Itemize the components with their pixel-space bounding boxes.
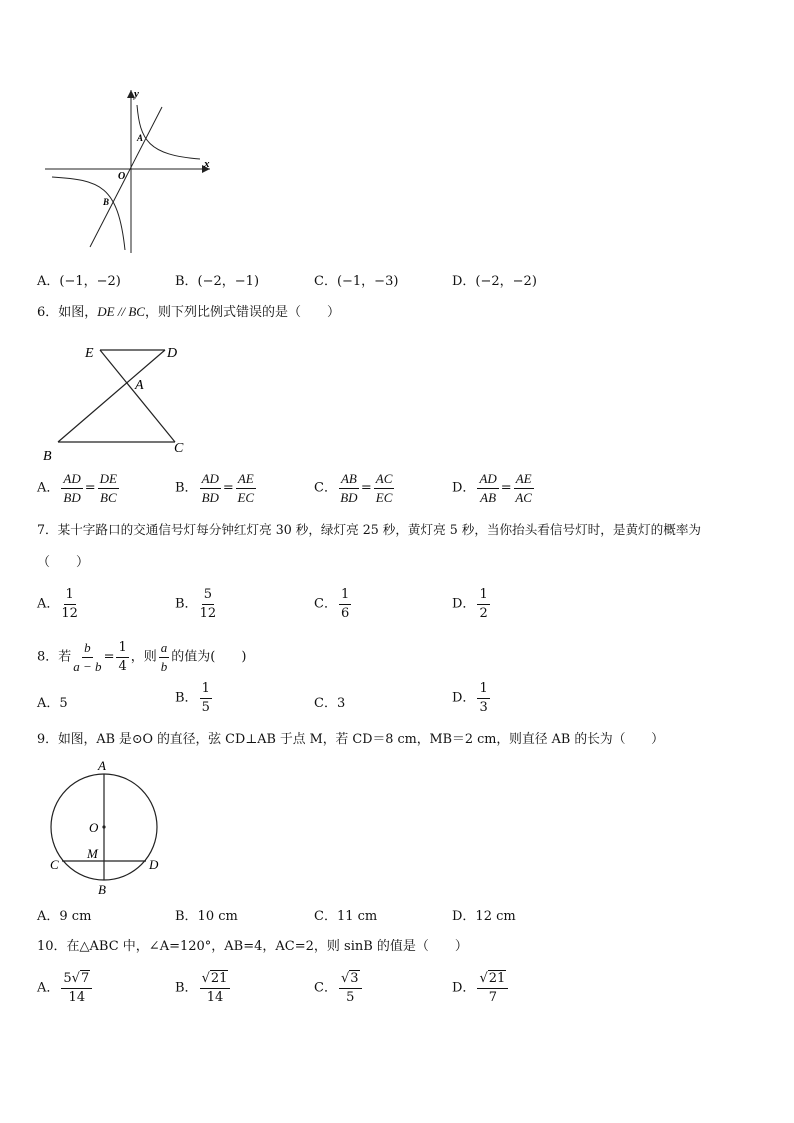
- q5-option-d[interactable]: D．(−2，−2): [452, 274, 537, 289]
- q8-option-a[interactable]: A．5: [37, 696, 68, 711]
- point-a-label: A: [98, 758, 106, 773]
- point-b-label: B: [98, 882, 106, 897]
- q9-stem: 9．如图，AB 是⊙O 的直径，弦 CD⊥AB 于点 M，若 CD＝8 cm，MB＝2 cm，则直径 AB 的长为（ ）: [37, 732, 664, 747]
- q7-stem-line1: 7．某十字路口的交通信号灯每分钟红灯亮 30 秒，绿灯亮 25 秒，黄灯亮 5 秒，当你抬头看信号灯时，是黄灯的概率为: [37, 522, 702, 537]
- q9-option-d[interactable]: D．12 cm: [452, 909, 516, 924]
- q6-option-d[interactable]: D． $\frac{AD}{AB}$ = $\frac{AE}{AC}$: [452, 471, 532, 505]
- q10-option-c[interactable]: C． $\frac{√3}{5}$: [314, 972, 364, 1004]
- q6-stem: 6．如图，DE // BC，则下列比例式错误的是（ ）: [37, 304, 340, 320]
- point-e-label: E: [85, 346, 94, 361]
- q8-option-b[interactable]: B． $\frac{1}{5}$: [175, 681, 210, 715]
- q7-option-b[interactable]: B． $\frac{5}{12}$: [175, 587, 217, 621]
- point-c-label: C: [174, 441, 184, 456]
- q10-stem: 10．在△ABC 中，∠A=120°，AB=4，AC=2，则 sinB 的值是（ ）: [37, 939, 468, 954]
- q10-option-a[interactable]: A． $\frac{5√7}{14}$: [37, 972, 94, 1004]
- point-a-label: A: [135, 378, 144, 393]
- circle-chord-figure: [40, 755, 180, 900]
- q6-option-c[interactable]: C． $\frac{AB}{BD}$ = $\frac{AC}{EC}$: [314, 471, 393, 505]
- point-b-label: B: [103, 197, 110, 207]
- point-d-label: D: [167, 346, 178, 361]
- point-c-label: C: [50, 857, 59, 872]
- hyperbola-line-graph: [40, 85, 220, 255]
- origin-label: O: [118, 171, 126, 182]
- point-a-label: A: [137, 133, 144, 143]
- y-axis-label: y: [134, 88, 139, 100]
- q7-option-a[interactable]: A． $\frac{1}{12}$: [37, 587, 78, 621]
- point-d-label: D: [149, 857, 159, 872]
- x-axis-label: x: [204, 158, 210, 170]
- q5-option-b[interactable]: B．(−2，−1): [175, 274, 260, 289]
- q9-option-c[interactable]: C．11 cm: [314, 909, 378, 924]
- point-b-label: B: [43, 449, 52, 464]
- q6-option-a[interactable]: A． $\frac{AD}{BD}$ = $\frac{DE}{BC}$: [37, 471, 117, 505]
- q8-stem: 8．若 $\frac{b}{a - b}$ = $\frac{1}{4}$ ，则 $\frac{a}{b}$ 的值为( ): [37, 640, 247, 674]
- q10-option-d[interactable]: D． $\frac{√21}{7}$: [452, 972, 510, 1004]
- q5-option-a[interactable]: A．(−1，−2): [37, 274, 121, 289]
- q7-option-d[interactable]: D． $\frac{1}{2}$: [452, 587, 488, 621]
- point-m-label: M: [87, 846, 98, 861]
- q9-option-a[interactable]: A．9 cm: [37, 909, 92, 924]
- q8-option-d[interactable]: D． $\frac{1}{3}$: [452, 681, 488, 715]
- q8-option-c[interactable]: C．3: [314, 696, 346, 711]
- q6-option-b[interactable]: B． $\frac{AD}{BD}$ = $\frac{AE}{EC}$: [175, 471, 255, 505]
- q7-option-c[interactable]: C． $\frac{1}{6}$: [314, 587, 350, 621]
- parallel-triangles-figure: [40, 340, 200, 465]
- q5-option-c[interactable]: C．(−1，−3): [314, 274, 399, 289]
- q9-option-b[interactable]: B．10 cm: [175, 909, 238, 924]
- q10-option-b[interactable]: B． $\frac{√21}{14}$: [175, 972, 232, 1004]
- center-o-label: O: [89, 820, 99, 835]
- q7-stem-line2: （ ）: [37, 555, 90, 570]
